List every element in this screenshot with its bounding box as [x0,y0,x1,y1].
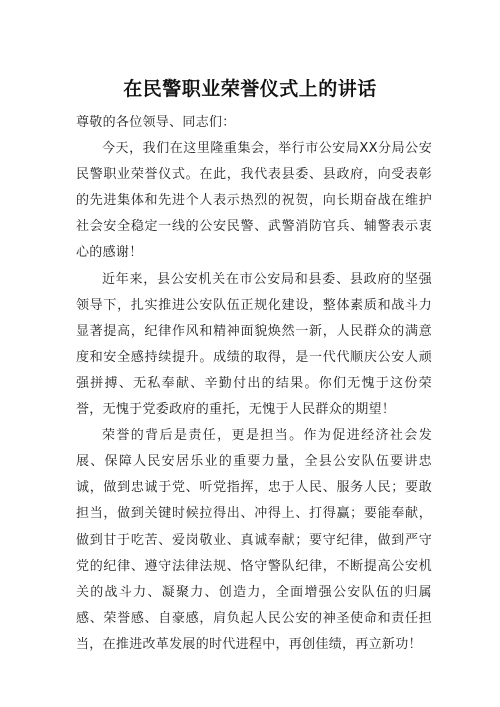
paragraph-opening: 今天，我们在这里隆重集会，举行市公安局XX分局公安民警职业荣誉仪式。在此，我代表县委、县政府，向受表彰的先进集体和先进个人表示热烈的祝贺，向长期奋战在维护社会安全稳定一线的公安民警、武警消防官兵、辅警表示衷心的感谢！ [76,141,432,261]
salutation: 尊敬的各位领导、同志们： [76,115,236,130]
document-body [76,110,432,658]
page-title: 在民警职业荣誉仪式上的讲话 [123,78,377,100]
paragraph-achievements: 近年来，县公安机关在市公安局和县委、县政府的坚强领导下，扎实推进公安队伍正规化建设，整体素质和战斗力显著提高，纪律作风和精神面貌焕然一新，人民群众的满意度和安全感持续提升。成绩的取得，是一代代顺庆公安人顽强拼搏、无私奉献、辛勤付出的结果。你们无愧于这份荣誉，无愧于党委政府的重托，无愧于人民群众的期望！ [76,271,432,418]
paragraph-responsibility: 荣誉的背后是责任，更是担当。作为促进经济社会发展、保障人民安居乐业的重要力量，全县公安队伍要讲忠诚，做到忠诚于党、听党指挥，忠于人民、服务人民；要敢担当，做到关键时候拉得出、冲得上、打得赢；要能奉献，做到甘于吃苦、爱岗敬业、真诚奉献；要守纪律，做到严守党的纪律、遵守法律法规、恪守警队纪律，不断提高公安机关的战斗力、凝聚力、创造力，全面增强公安队伍的归属感、荣誉感、自豪感，肩负起人民公安的神圣使命和责任担当，在推进改革发展的时代进程中，再创佳绩，再立新功！ [76,428,432,652]
